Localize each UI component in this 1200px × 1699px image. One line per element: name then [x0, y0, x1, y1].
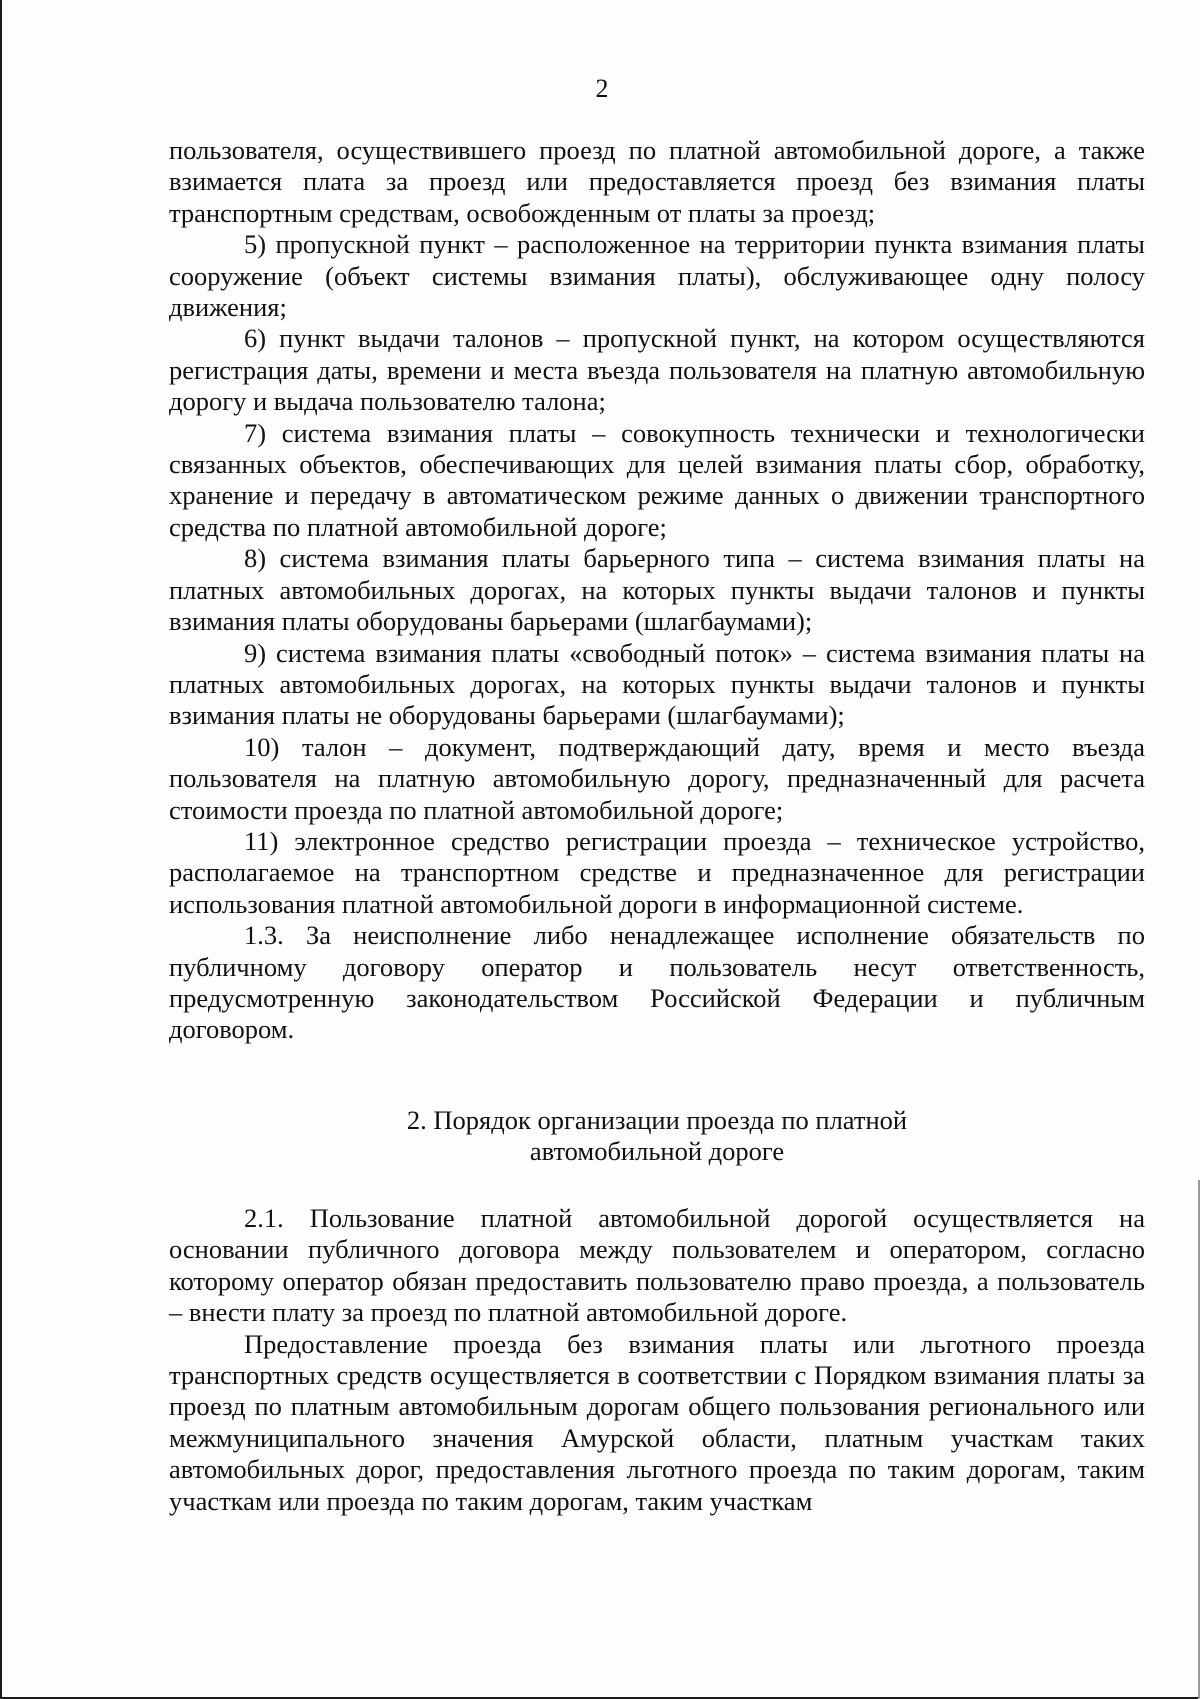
- section-heading-line-2: автомобильной дороге: [529, 1136, 785, 1167]
- section-heading-line-1: 2. Порядок организации проезда по платной: [406, 1105, 908, 1135]
- paragraph-item-8: 8) система взимания платы барьерного типа – система взимания платы на платных автомобильных дорогах, на которых пункты выдачи талонов и пункты взимания платы оборудованы барьерами (шлагбаумами);: [169, 543, 1145, 637]
- section-heading: [169, 1105, 1145, 1168]
- paragraph-item-9: 9) система взимания платы «свободный поток» – система взимания платы на платных автомобильных дорогах, на которых пункты выдачи талонов и пункты взимания платы не оборудованы барьерами (шлагбаумами);: [169, 637, 1145, 731]
- paragraph-free-passage: Предоставление проезда без взимания платы или льготного проезда транспортных средств осуществляется в соответствии с Порядком взимания платы за проезд по платным автомобильным дорогам общего пользования регионального или межмуниципального значения Амурской области, платным участкам таких автомобильных дорог, предоставления льготного проезда по таким дорогам, таким участкам или проезда по таким дорогам, таким участкам: [169, 1328, 1145, 1516]
- paragraph-item-5: 5) пропускной пункт – расположенное на территории пункта взимания платы сооружение (объект системы взимания платы), обслуживающее одну полосу движения;: [169, 229, 1145, 323]
- page-number: 2: [595, 74, 609, 103]
- paragraph-item-6: 6) пункт выдачи талонов – пропускной пункт, на котором осуществляются регистрация даты, времени и места въезда пользователя на платную автомобильную дорогу и выдача пользователю талона;: [169, 323, 1145, 417]
- paragraph-continuation: пользователя, осуществившего проезд по платной автомобильной дороге, а также взимается плата за проезд или предоставляется проезд без взимания платы транспортным средствам, освобожденным от платы за проезд;: [169, 135, 1145, 228]
- paragraph-clause-1-3: 1.3. За неисполнение либо ненадлежащее исполнение обязательств по публичному договору оператор и пользователь несут ответственность, предусмотренную законодательством Российской Федерации и публичным договором.: [169, 920, 1145, 1045]
- paragraph-item-7: 7) система взимания платы – совокупность технически и технологически связанных объектов, обеспечивающих для целей взимания платы сбор, обработку, хранение и передачу в автоматическом режиме данных о движении транспортного средства по платной автомобильной дороге;: [169, 417, 1145, 542]
- text-block-section-2: [169, 1203, 1145, 1517]
- paragraph-item-11: 11) электронное средство регистрации проезда – техническое устройство, располагаемое на транспортном средстве и предназначенное для регистрации использования платной автомобильной дороги в информационной системе.: [169, 825, 1145, 919]
- paragraph-clause-2-1: 2.1. Пользование платной автомобильной дорогой осуществляется на основании публичного договора между пользователем и оператором, согласно которому оператор обязан предоставить пользователю право проезда, а пользователь – внести плату за проезд по платной автомобильной дороге.: [169, 1203, 1145, 1328]
- text-block-definitions: [169, 135, 1145, 1046]
- paragraph-item-10: 10) талон – документ, подтверждающий дату, время и место въезда пользователя на платную автомобильную дорогу, предназначенный для расчета стоимости проезда по платной автомобильной дороге;: [169, 731, 1145, 825]
